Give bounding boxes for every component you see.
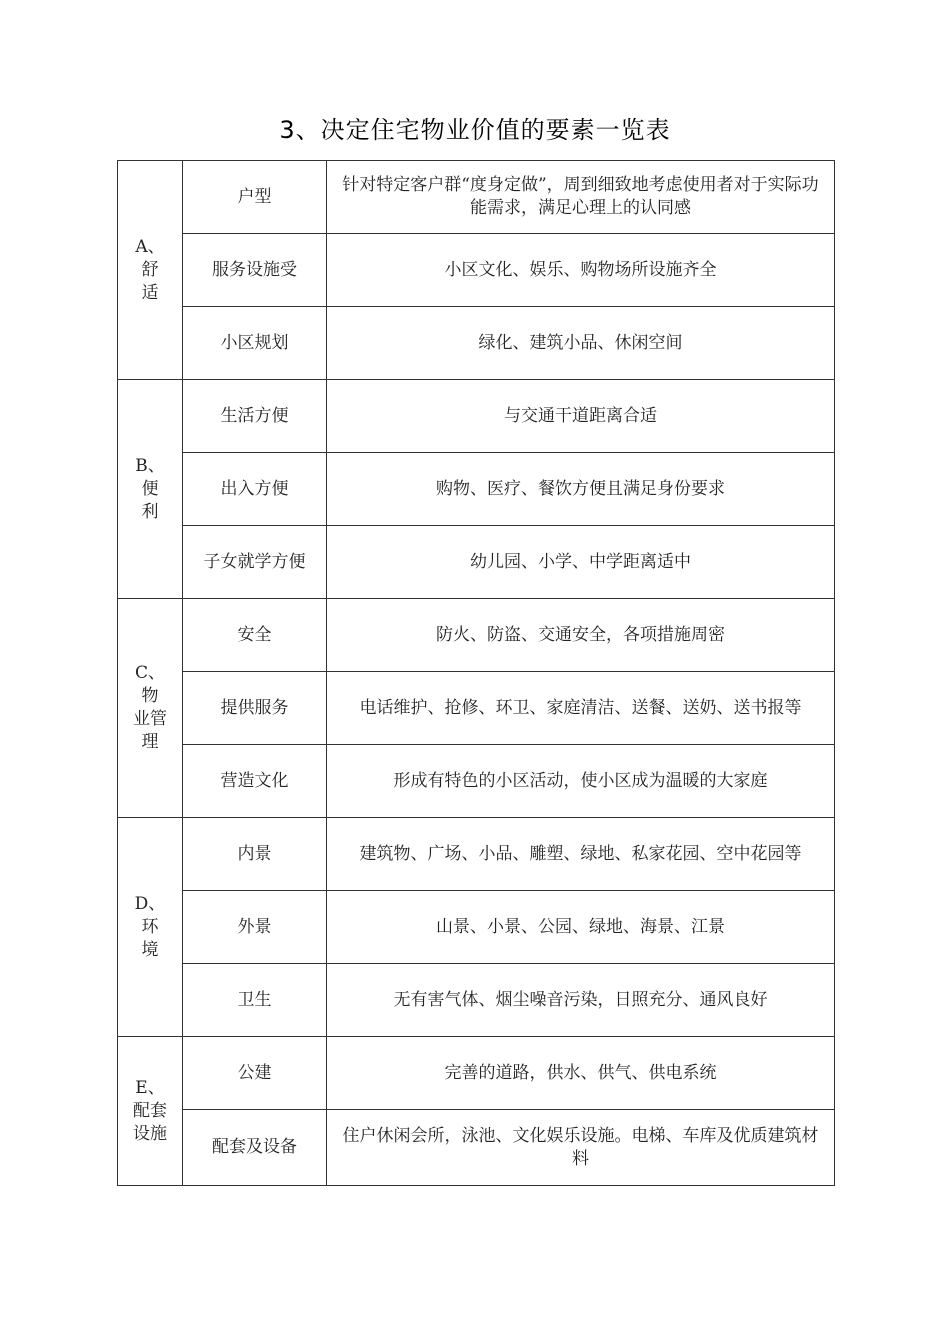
- table-row: [118, 818, 835, 891]
- factor-cell: 生活方便: [183, 380, 327, 453]
- description-cell: 建筑物、广场、小品、雕塑、绿地、私家花园、空中花园等: [327, 818, 835, 891]
- table-row: [118, 672, 835, 745]
- description-cell: 完善的道路，供水、供气、供电系统: [327, 1037, 835, 1110]
- category-line: 便: [141, 478, 159, 499]
- category-line: B、: [135, 455, 165, 476]
- category-line: 设施: [133, 1123, 167, 1144]
- table-row: [118, 526, 835, 599]
- category-line: A、: [135, 236, 165, 257]
- category-line: 境: [141, 939, 159, 960]
- description-cell: 幼儿园、小学、中学距离适中: [327, 526, 835, 599]
- category-line: 利: [141, 501, 159, 522]
- table-row: [118, 745, 835, 818]
- category-line: E、: [135, 1077, 165, 1098]
- factor-cell: 营造文化: [183, 745, 327, 818]
- description-cell: 形成有特色的小区活动，使小区成为温暖的大家庭: [327, 745, 835, 818]
- description-cell: 防火、防盗、交通安全，各项措施周密: [327, 599, 835, 672]
- description-cell: 购物、医疗、餐饮方便且满足身份要求: [327, 453, 835, 526]
- factor-cell: 公建: [183, 1037, 327, 1110]
- value-factors-table: [117, 160, 835, 1186]
- factor-cell: 外景: [183, 891, 327, 964]
- factor-cell: 子女就学方便: [183, 526, 327, 599]
- category-line: 理: [141, 732, 159, 752]
- category-cell-convenience: [118, 380, 183, 599]
- description-cell: 住户休闲会所，泳池、文化娱乐设施。电梯、车库及优质建筑材料: [327, 1110, 835, 1186]
- description-cell: 与交通干道距离合适: [327, 380, 835, 453]
- category-line: 舒: [141, 259, 159, 280]
- category-cell-supporting-facilities: [118, 1037, 183, 1186]
- factor-cell: 安全: [183, 599, 327, 672]
- table-row: [118, 1037, 835, 1110]
- table-row: [118, 161, 835, 234]
- factor-cell: 内景: [183, 818, 327, 891]
- description-cell: 山景、小景、公园、绿地、海景、江景: [327, 891, 835, 964]
- description-cell: 小区文化、娱乐、购物场所设施齐全: [327, 234, 835, 307]
- factor-cell: 配套及设备: [183, 1110, 327, 1186]
- description-cell: 电话维护、抢修、环卫、家庭清洁、送餐、送奶、送书报等: [327, 672, 835, 745]
- category-line: 配套: [133, 1100, 167, 1121]
- description-cell: 针对特定客户群“度身定做”，周到细致地考虑使用者对于实际功能需求，满足心理上的认同感: [327, 161, 835, 234]
- factor-cell: 卫生: [183, 964, 327, 1037]
- factor-cell: 提供服务: [183, 672, 327, 745]
- description-cell: 绿化、建筑小品、休闲空间: [327, 307, 835, 380]
- table-row: [118, 453, 835, 526]
- category-cell-comfort: [118, 161, 183, 380]
- category-line: D、环: [134, 893, 166, 937]
- factor-cell: 小区规划: [183, 307, 327, 380]
- category-cell-property-management: [118, 599, 183, 818]
- factor-cell: 服务设施受: [183, 234, 327, 307]
- table-row: [118, 891, 835, 964]
- description-cell: 无有害气体、烟尘噪音污染，日照充分、通风良好: [327, 964, 835, 1037]
- page-title: 3、决定住宅物业价值的要素一览表: [279, 116, 671, 144]
- category-line: 适: [141, 282, 159, 303]
- factor-cell: 出入方便: [183, 453, 327, 526]
- table-row: [118, 1110, 835, 1186]
- table-row: [118, 599, 835, 672]
- table-row: [118, 380, 835, 453]
- category-line: 业管: [133, 709, 167, 729]
- category-cell-environment: [118, 818, 183, 1037]
- factor-cell: 户型: [183, 161, 327, 234]
- table-row: [118, 234, 835, 307]
- category-line: C、物: [134, 663, 165, 706]
- table-row: [118, 307, 835, 380]
- table-row: [118, 964, 835, 1037]
